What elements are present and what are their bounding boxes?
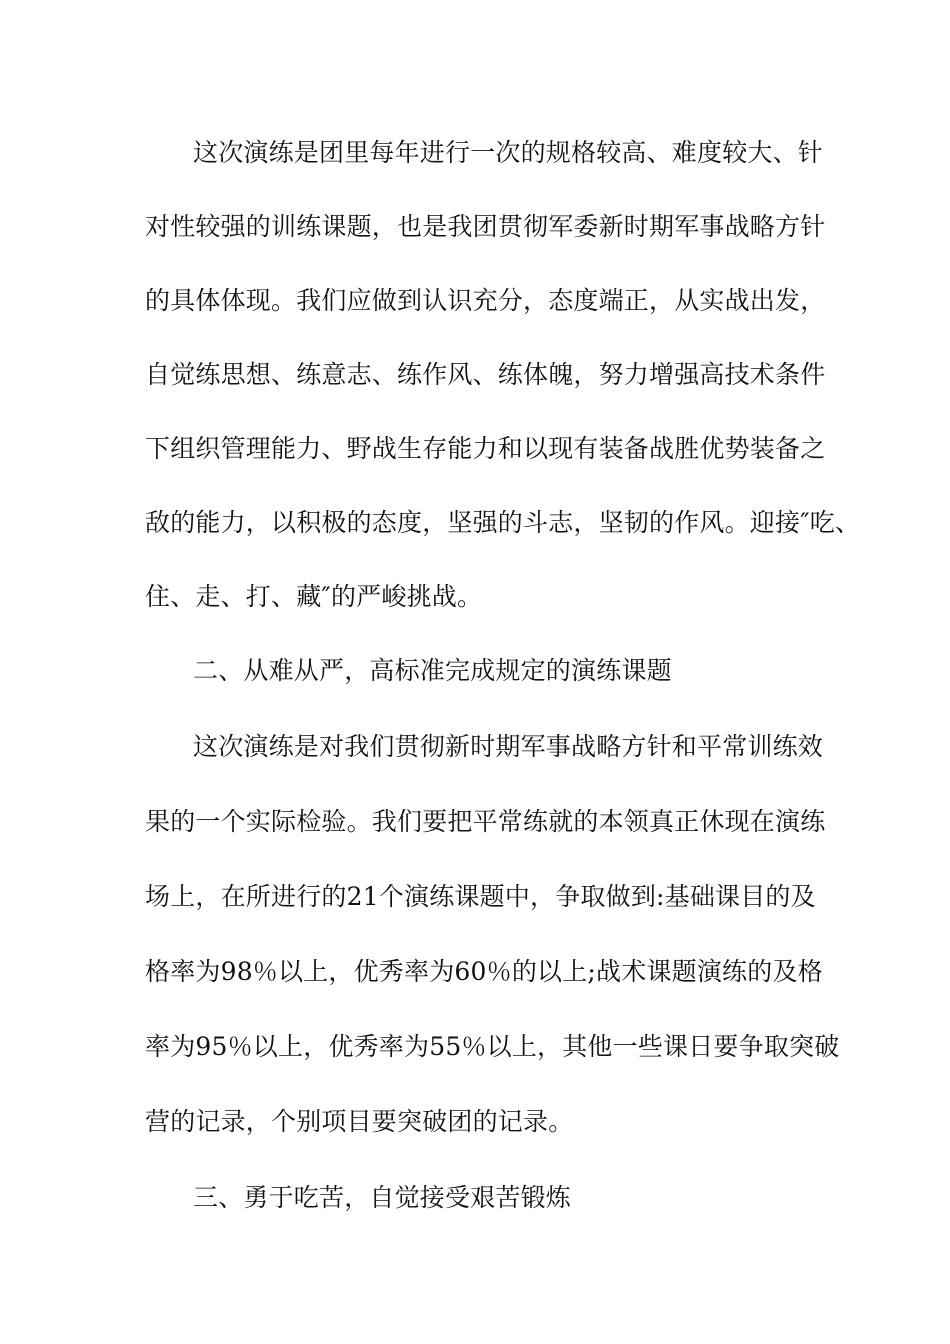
paragraph-2-line-2: 果的一个实际检验。我们要把平常练就的本领真正休现在演练 [145,807,826,836]
paragraph-1-line-6: 敌的能力，以积极的态度，坚强的斗志，坚韧的作风。迎接″吃、 [145,508,861,537]
paragraph-1-line-2: 对性较强的训练课题，也是我团贯彻军委新时期军事战略方针 [145,212,826,241]
paragraph-1-line-3: 的具体体现。我们应做到认识充分，态度端正，从实战出发， [145,286,826,315]
section-heading-2: 二、从难从严，高标准完成规定的演练课题 [193,656,672,685]
paragraph-1-line-5: 下组织管理能力、野战生存能力和以现有装备战胜优势装备之 [145,434,826,463]
paragraph-1-line-7: 住、走、打、藏″的严峻挑战。 [145,582,483,611]
paragraph-2-line-4: 格率为98％以上，优秀率为60％的以上;战术课题演练的及格 [145,957,823,986]
paragraph-2-line-6: 营的记录，个别项目要突破团的记录。 [145,1107,574,1136]
section-heading-3: 三、勇于吃苦，自觉接受艰苦锻炼 [193,1183,572,1212]
paragraph-2-line-1: 这次演练是对我们贯彻新时期军事战略方针和平常训练效 [193,732,824,761]
paragraph-1-line-1: 这次演练是团里每年进行一次的规格较高、难度较大、针 [193,138,824,167]
paragraph-2-line-3: 场上，在所进行的21个演练课题中，争取做到:基础课目的及 [145,882,816,911]
paragraph-1-line-4: 自觉练思想、练意志、练作风、练体魄，努力增强高技术条件 [145,360,826,389]
paragraph-2-line-5: 率为95％以上，优秀率为55％以上，其他一些课日要争取突破 [145,1032,840,1061]
